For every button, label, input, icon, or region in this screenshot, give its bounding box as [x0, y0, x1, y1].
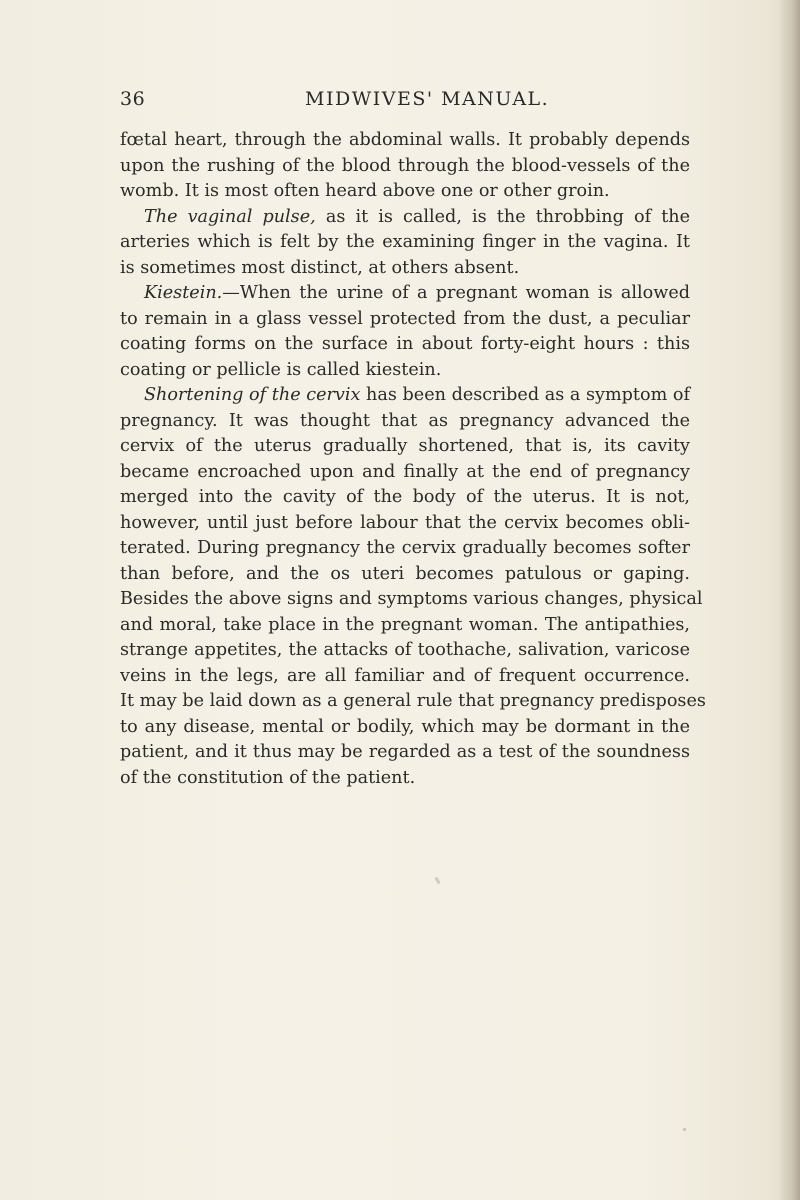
- text-line: became encroached upon and finally at the end of pregnancy: [120, 461, 690, 482]
- text-line: however, until just before labour that the cervix becomes obli-: [120, 512, 690, 533]
- text-line: and moral, take place in the pregnant woman. The antipathies,: [120, 614, 690, 635]
- paragraph-shortening-cervix: [120, 383, 690, 409]
- text-line: pregnancy. It was thought that as pregnancy advanced the: [120, 410, 690, 431]
- text-line: veins in the legs, are all familiar and of frequent occurrence.: [120, 665, 690, 686]
- page-edge-shadow: [778, 0, 800, 1200]
- text-line: is sometimes most distinct, at others absent.: [120, 257, 520, 278]
- term-kiestein: Kiestein.: [144, 283, 223, 303]
- text-line: to any disease, mental or bodily, which may be dormant in the: [120, 716, 690, 737]
- text-line: patient, and it thus may be regarded as a test of the soundness: [120, 742, 690, 762]
- text-line: of the constitution of the patient.: [120, 767, 416, 788]
- text-line: womb. It is most often heard above one or other groin.: [120, 181, 610, 201]
- text-line: upon the rushing of the blood through the blood-vessels of the: [120, 155, 690, 176]
- term-shortening-cervix: Shortening of the cervix: [144, 385, 361, 405]
- text-line: It may be laid down as a general rule that pregnancy predisposes: [120, 691, 706, 711]
- paper-speck: [683, 1128, 686, 1131]
- paragraph-kiestein: [120, 281, 690, 307]
- text-line: to remain in a glass vessel protected from the dust, a peculiar: [120, 308, 690, 329]
- text-line: cervix of the uterus gradually shortened, that is, its cavity: [120, 436, 690, 456]
- text-line: coating or pellicle is called kiestein.: [120, 359, 442, 380]
- paragraph-vaginal-pulse: [120, 205, 690, 231]
- text-line: strange appetites, the attacks of toothache, salivation, varicose: [120, 640, 690, 660]
- text-line: arteries which is felt by the examining finger in the vagina. It: [120, 232, 690, 252]
- text-line: Besides the above signs and symptoms various changes, physical: [120, 589, 703, 609]
- text-line: than before, and the os uteri becomes patulous or gaping.: [120, 563, 690, 584]
- text-line: coating forms on the surface in about forty-eight hours : this: [120, 334, 690, 354]
- paper-smudge: [434, 877, 440, 885]
- text-line: merged into the cavity of the body of the uterus. It is not,: [120, 487, 690, 507]
- text-line: terated. During pregnancy the cervix gradually becomes softer: [120, 538, 690, 558]
- page-header: [0, 88, 800, 118]
- term-vaginal-pulse: The vaginal pulse,: [144, 206, 316, 227]
- page-number: 36: [120, 88, 146, 110]
- text-line: fœtal heart, through the abdominal walls. It probably depends: [120, 130, 690, 150]
- text-fragment: as it is called, is the throbbing of the: [315, 206, 691, 227]
- body-text: [120, 128, 706, 791]
- running-head: MIDWIVES' MANUAL.: [305, 88, 550, 110]
- text-fragment: has been described as a symptom of: [360, 385, 690, 405]
- text-fragment: —When the urine of a pregnant woman is allowed: [222, 283, 690, 303]
